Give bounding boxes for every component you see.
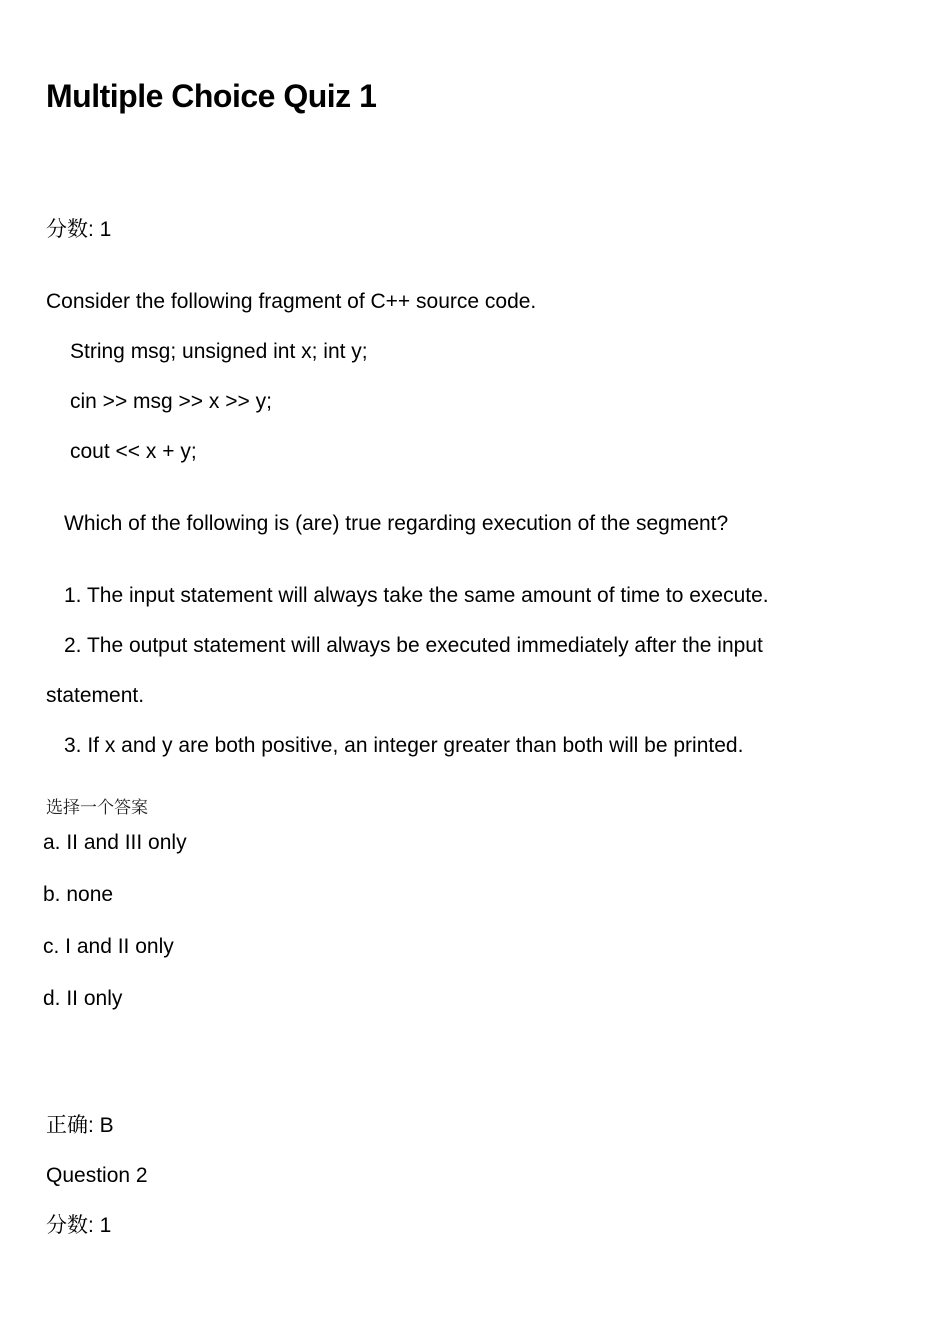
answer-option-d[interactable]: d. II only bbox=[43, 987, 123, 1010]
statement-2: 2. The output statement will always be executed immediately after the input bbox=[64, 634, 763, 657]
answer-option-c[interactable]: c. I and II only bbox=[43, 935, 174, 958]
code-line-3: cout << x + y; bbox=[70, 440, 197, 463]
question1-text: Which of the following is (are) true regarding execution of the segment? bbox=[64, 512, 729, 535]
question1-score: 分数: 1 bbox=[46, 218, 112, 241]
statement-1: 1. The input statement will always take the same amount of time to execute. bbox=[64, 584, 769, 607]
question2-heading: Question 2 bbox=[46, 1164, 148, 1187]
answer-option-b[interactable]: b. none bbox=[43, 883, 114, 906]
choose-answer-label: 选择一个答案 bbox=[46, 798, 148, 818]
quiz-title: Multiple Choice Quiz 1 bbox=[46, 78, 377, 114]
code-line-1: String msg; unsigned int x; int y; bbox=[70, 340, 368, 363]
code-line-2: cin >> msg >> x >> y; bbox=[70, 390, 272, 413]
statement-2-continued: statement. bbox=[46, 684, 145, 707]
answer-option-a[interactable]: a. II and III only bbox=[43, 831, 187, 854]
question2-score: 分数: 1 bbox=[46, 1214, 112, 1237]
correct-answer: 正确: B bbox=[46, 1114, 114, 1137]
statement-3: 3. If x and y are both positive, an integer greater than both will be printed. bbox=[64, 734, 744, 757]
question1-prompt: Consider the following fragment of C++ source code. bbox=[46, 290, 537, 313]
